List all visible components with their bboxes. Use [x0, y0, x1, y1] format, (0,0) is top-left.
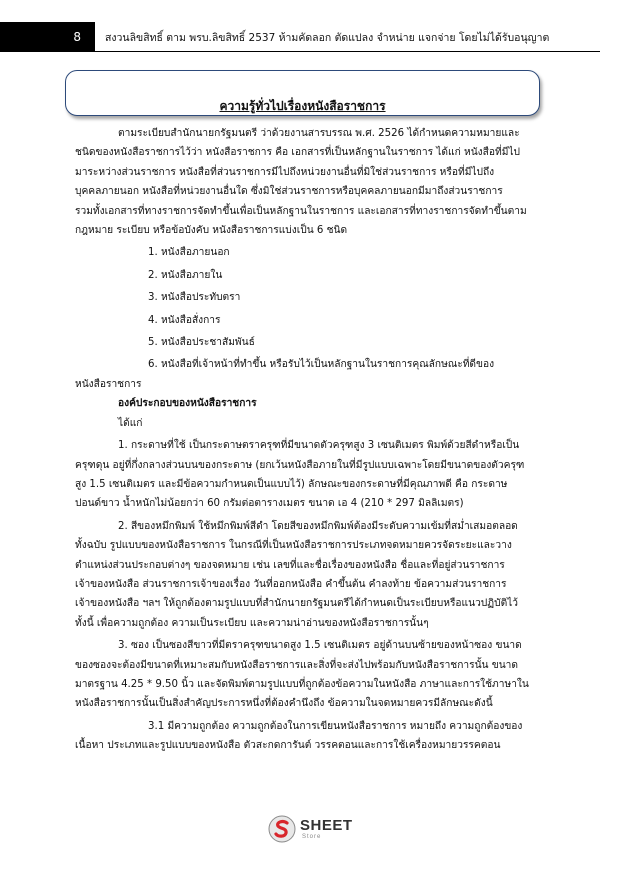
- intro-line: บุคคลภายนอก หนังสือที่หน่วยงานอื่นใด ซึ่งมิใช่ส่วนราชการหรือบุคคลภายนอกมีมาถึงส่วนราชการ: [75, 186, 503, 198]
- item2-line: ทั้งนี้ เพื่อความถูกต้อง ความเป็นระเบียบ และความน่าอ่านของหนังสือราชการนั้นๆ: [75, 617, 429, 629]
- type-list-item: 4. หนังสือสั่งการ: [148, 314, 221, 326]
- intro-line: มาระหว่างส่วนราชการ หนังสือที่ส่วนราชการมีไปถึงหน่วยงานอื่นที่มิใช่ส่วนราชการ หรือที่มีไปถึง: [75, 166, 495, 178]
- document-title: ความรู้ทั่วไปเรื่องหนังสือราชการ: [219, 99, 386, 113]
- type-list-item: 3. หนังสือประทับตรา: [148, 292, 241, 304]
- item2-line: ทั้งฉบับ รูปแบบของหนังสือราชการ ในกรณีที่เป็นหนังสือราชการประเภทจดหมายควรจัดระยะและวาง: [75, 540, 512, 552]
- page-number: 8: [0, 22, 95, 52]
- intro-line: รวมทั้งเอกสารที่ทางราชการจัดทำขึ้นเพื่อเป็นหลักฐานในราชการ และเอกสารที่ทางราชการจัดทำขึ้นตาม: [75, 205, 527, 217]
- type-list-item: 6. หนังสือที่เจ้าหน้าที่ทำขึ้น หรือรับไว้เป็นหลักฐานในราชการคุณลักษณะที่ดีของ: [148, 359, 495, 371]
- item31-line: 3.1 มีความถูกต้อง ความถูกต้องในการเขียนหนังสือราชการ หมายถึง ความถูกต้องของ: [148, 720, 523, 732]
- type-list-item: 5. หนังสือประชาสัมพันธ์: [148, 337, 255, 349]
- item3-line: ของซองจะต้องมีขนาดที่เหมาะสมกับหนังสือราชการและสิ่งที่จะส่งไปพร้อมกับหนังสือราชการนั้น ขนาด: [75, 659, 518, 671]
- item1-line: 1. กระดาษที่ใช้ เป็นกระดาษตราครุฑที่มีขนาดตัวครุฑสูง 3 เซนติเมตร พิมพ์ด้วยสีดำหรือเป็น: [118, 440, 520, 452]
- item1-line: ครุฑดุน อยู่ที่กึ่งกลางส่วนบนของกระดาษ (ยกเว้นหนังสือภายในที่มีรูปแบบเฉพาะโดยมีขนาดของตัวครุฑ: [75, 459, 525, 471]
- item2-line: เจ้าของหนังสือ ส่วนราชการเจ้าของเรื่อง วันที่ออกหนังสือ คำขึ้นต้น คำลงท้าย ข้อความส่วนราชการ: [75, 578, 507, 590]
- item31-line: เนื้อหา ประเภทและรูปแบบของหนังสือ ตัวสะกดการันต์ วรรคตอนและการใช้เครื่องหมายวรรคตอน: [75, 740, 501, 752]
- item2-line: ตำแหน่งส่วนประกอบต่างๆ ของจดหมาย เช่น เลขที่และชื่อเรื่องของหนังสือ ชื่อและที่อยู่ส่วนราชการ: [75, 559, 505, 571]
- sheet-store-logo-icon: [268, 815, 296, 843]
- type-list-item-continued: หนังสือราชการ: [75, 378, 142, 390]
- page-header: [0, 22, 600, 52]
- footer-logo: [268, 815, 368, 845]
- type-list-item: 2. หนังสือภายใน: [148, 269, 223, 281]
- type-list-item: 1. หนังสือภายนอก: [148, 247, 230, 259]
- item2-line: 2. สีของหมึกพิมพ์ ใช้หมึกพิมพ์สีดำ โดยสีของหมึกพิมพ์ต้องมีระดับความเข้มที่สม่ำเสมอตลอด: [118, 520, 518, 532]
- copyright-notice: สงวนลิขสิทธิ์ ตาม พรบ.ลิขสิทธิ์ 2537 ห้ามคัดลอก ตัดแปลง จำหน่าย แจกจ่าย โดยไม่ได้รับอนุญาต: [105, 32, 550, 44]
- item3-line: 3. ซอง เป็นซองสีขาวที่มีตราครุฑขนาดสูง 1.5 เซนติเมตร อยู่ด้านบนซ้ายของหน้าซอง ขนาด: [118, 640, 522, 652]
- components-intro: ได้แก่: [118, 417, 143, 429]
- intro-line: ตามระเบียบสำนักนายกรัฐมนตรี ว่าด้วยงานสารบรรณ พ.ศ. 2526 ได้กำหนดความหมายและ: [118, 128, 520, 139]
- components-heading: องค์ประกอบของหนังสือราชการ: [118, 398, 257, 410]
- item2-line: เจ้าของหนังสือ ฯลฯ ให้ถูกต้องตามรูปแบบที่สำนักนายกรัฐมนตรีได้กำหนดเป็นระเบียบหรือแนวปฏิบัติไว้: [75, 598, 519, 610]
- item1-line: ปอนด์ขาว น้ำหนักไม่น้อยกว่า 60 กรัมต่อตารางเมตร ขนาด เอ 4 (210 * 297 มิลลิเมตร): [75, 498, 464, 510]
- item1-line: สูง 1.5 เซนติเมตร และมีข้อความกำหนดเป็นแบบไว้) ลักษณะของกระดาษที่มีคุณภาพดี คือ กระดาษ: [75, 478, 508, 490]
- intro-line: กฎหมาย ระเบียบ หรือข้อบังคับ หนังสือราชการแบ่งเป็น 6 ชนิด: [75, 225, 348, 237]
- logo-wordmark: SHEET: [300, 817, 353, 834]
- title-box: [65, 70, 540, 116]
- intro-line: ชนิดของหนังสือราชการไว้ว่า หนังสือราชการ คือ เอกสารที่เป็นหลักฐานในราชการ ได้แก่ หนังสือที่มีไป: [75, 147, 521, 159]
- item3-line: มาตรฐาน 4.25 * 9.50 นิ้ว และจัดพิมพ์ตามรูปแบบที่ถูกต้องข้อความในหนังสือ ภาษาและการใช้ภาษาใน: [75, 678, 529, 690]
- logo-subtext: Store: [302, 834, 322, 840]
- item3-line: หนังสือราชการนั้นเป็นสิ่งสำคัญประการหนึ่งที่ต้องคำนึงถึง ข้อความในจดหมายควรมีลักษณะดังนี้: [75, 698, 493, 710]
- document-body: [75, 124, 545, 756]
- header-rule: [95, 51, 600, 52]
